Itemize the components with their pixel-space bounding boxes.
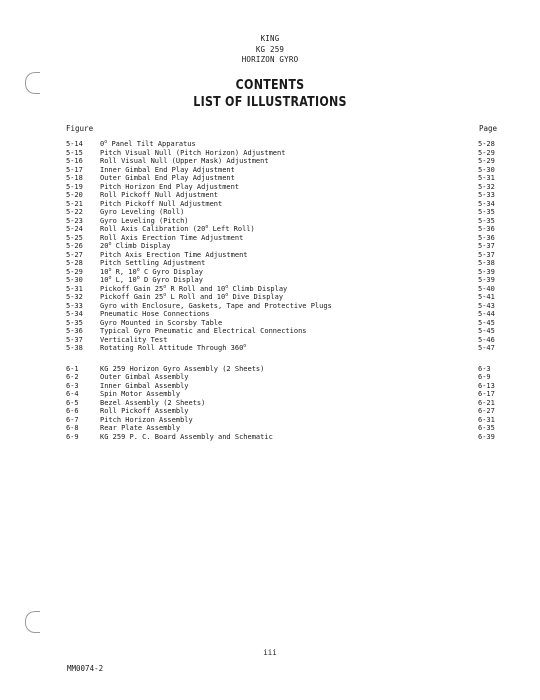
header-line-3: HORIZON GYRO	[241, 55, 299, 64]
figure-number: 5-25	[66, 233, 83, 242]
figure-title: Gyro Mounted in Scorsby Table	[100, 318, 223, 327]
page-number: 6-39	[478, 432, 495, 441]
figure-title: Pitch Pickoff Null Adjustment	[100, 199, 223, 208]
illustration-entry	[0, 259, 540, 268]
figure-title: Pitch Settling Adjustment	[100, 259, 206, 267]
figure-title: Gyro Leveling (Pitch)	[100, 216, 189, 225]
page-number: 5-38	[478, 259, 495, 267]
page-folio: iii	[263, 648, 277, 657]
page-number: 5-41	[478, 293, 495, 301]
figure-title: Roll Pickoff Null Adjustment	[100, 191, 219, 199]
illustration-entry	[0, 399, 540, 408]
column-header-page: Page	[479, 124, 498, 133]
page-number: 5-28	[478, 140, 495, 148]
column-header-figure: Figure	[66, 124, 94, 133]
page-number: 5-47	[478, 344, 495, 352]
figure-number: 5-15	[66, 148, 83, 157]
illustration-entry	[0, 424, 540, 433]
illustration-entry	[0, 416, 540, 425]
illustration-entry	[0, 166, 540, 175]
figure-number: 5-29	[66, 267, 83, 276]
header-line-1: KING	[260, 34, 280, 43]
page-number: 6-21	[478, 398, 495, 407]
page-title: CONTENTS	[235, 77, 305, 93]
page-subtitle: LIST OF ILLUSTRATIONS	[193, 94, 347, 110]
figure-number: 5-26	[66, 242, 83, 250]
figure-title: Inner Gimbal End Play Adjustment	[100, 165, 235, 174]
page-number: 5-31	[478, 174, 495, 182]
illustration-entry	[0, 373, 540, 382]
figure-number: 5-20	[66, 191, 83, 199]
page-number: 5-34	[478, 199, 495, 208]
figure-title: 20$^o$ Climb Display	[100, 241, 171, 250]
page-number: 5-37	[478, 250, 495, 259]
illustration-entry	[0, 157, 540, 166]
page-number: 6-3	[478, 364, 491, 373]
figure-title: Pickoff Gain 25$^o$ L Roll and 10$^o$ Dive Display	[100, 292, 284, 301]
figure-number: 6-9	[66, 432, 79, 441]
illustration-entry	[0, 191, 540, 200]
page-number: 5-32	[478, 182, 495, 191]
page-number: 6-27	[478, 407, 495, 415]
figure-number: 5-32	[66, 293, 83, 301]
illustration-entry	[0, 302, 540, 311]
page-number: 6-35	[478, 424, 495, 432]
illustration-entry	[0, 293, 540, 302]
figure-number: 5-35	[66, 318, 83, 327]
figure-number: 5-17	[66, 165, 83, 174]
page-number: 5-33	[478, 191, 495, 199]
illustration-entry	[0, 327, 540, 336]
figure-title: 10$^o$ L, 10$^o$ D Gyro Display	[100, 275, 203, 284]
figure-title: KG 259 Horizon Gyro Assembly (2 Sheets)	[100, 364, 265, 373]
page-number: 5-43	[478, 301, 495, 310]
page-number: 5-39	[478, 276, 495, 284]
page-number: 5-45	[478, 318, 495, 327]
illustration-entry	[0, 285, 540, 294]
page-number: 5-36	[478, 233, 495, 242]
page-number: 5-30	[478, 165, 495, 174]
illustration-entry	[0, 382, 540, 391]
figure-title: Roll Axis Erection Time Adjustment	[100, 233, 244, 242]
figure-number: 6-2	[66, 373, 79, 381]
figure-number: 5-16	[66, 157, 83, 165]
illustration-entry	[0, 390, 540, 399]
page-number: 5-45	[478, 327, 495, 335]
figure-title: Outer Gimbal Assembly	[100, 373, 189, 381]
figure-title: Roll Axis Calibration (20$^o$ Left Roll)	[100, 224, 255, 233]
running-header	[0, 34, 540, 66]
illustration-entry	[0, 276, 540, 285]
binder-hole	[25, 72, 40, 94]
figure-title: 10$^o$ R, 10$^o$ C Gyro Display	[100, 266, 203, 276]
figure-title: Typical Gyro Pneumatic and Electrical Connections	[100, 327, 307, 335]
figure-title: Rotating Roll Attitude Through 360$^o$	[100, 343, 247, 352]
figure-number: 5-37	[66, 335, 83, 344]
page-number: 5-29	[478, 157, 495, 165]
figure-number: 5-27	[66, 250, 83, 259]
figure-number: 5-38	[66, 344, 83, 352]
figure-number: 6-6	[66, 407, 79, 415]
figure-number: 5-28	[66, 259, 83, 267]
illustration-entry	[0, 319, 540, 328]
figure-number: 5-36	[66, 327, 83, 335]
figure-title: Pitch Horizon Assembly	[100, 415, 193, 424]
page-number: 5-35	[478, 208, 495, 216]
figure-number: 6-3	[66, 381, 79, 390]
figure-title: Pitch Axis Erection Time Adjustment	[100, 250, 248, 259]
illustration-entry	[0, 225, 540, 234]
illustration-entry	[0, 344, 540, 353]
illustration-entry	[0, 140, 540, 149]
figure-number: 5-19	[66, 182, 83, 191]
figure-title: Pneumatic Hose Connections	[100, 310, 210, 318]
figure-title: Outer Gimbal End Play Adjustment	[100, 174, 235, 182]
illustration-entry	[0, 336, 540, 345]
figure-number: 5-18	[66, 174, 83, 182]
illustration-entry	[0, 208, 540, 217]
figure-number: 5-24	[66, 225, 83, 233]
illustration-entry	[0, 200, 540, 209]
illustration-entry	[0, 365, 540, 374]
page-number: 6-17	[478, 390, 495, 398]
illustration-entry	[0, 433, 540, 442]
figure-number: 6-7	[66, 415, 79, 424]
binder-hole	[25, 611, 40, 633]
page-number: 6-9	[478, 373, 491, 381]
illustration-entry	[0, 234, 540, 243]
page-number: 5-46	[478, 335, 495, 344]
illustration-entry	[0, 251, 540, 260]
page-number: 5-39	[478, 267, 495, 276]
figure-number: 6-5	[66, 398, 79, 407]
figure-number: 5-30	[66, 276, 83, 284]
page-number: 5-36	[478, 225, 495, 233]
figure-title: Rear Plate Assembly	[100, 424, 181, 432]
figure-title: Roll Visual Null (Upper Mask) Adjustment	[100, 157, 269, 165]
header-line-2: KG 259	[255, 44, 285, 54]
figure-title: Spin Motor Assembly	[100, 390, 181, 398]
figure-number: 6-4	[66, 390, 79, 398]
figure-title: Pitch Horizon End Play Adjustment	[100, 182, 240, 191]
figure-title: Roll Pickoff Assembly	[100, 407, 189, 415]
figure-number: 5-21	[66, 199, 83, 208]
figure-number: 6-8	[66, 424, 79, 432]
illustration-entry	[0, 242, 540, 251]
figure-title: Pickoff Gain 25$^o$ R Roll and 10$^o$ Climb Display	[100, 283, 288, 293]
illustrations-list	[0, 140, 540, 441]
illustration-entry	[0, 217, 540, 226]
figure-title: Pitch Visual Null (Pitch Horizon) Adjustment	[100, 148, 286, 157]
figure-title: KG 259 P. C. Board Assembly and Schematic	[100, 432, 273, 441]
figure-number: 5-31	[66, 284, 83, 293]
figure-number: 5-14	[66, 140, 83, 148]
figure-number: 5-22	[66, 208, 83, 216]
illustration-entry	[0, 268, 540, 277]
page-number: 5-37	[478, 242, 495, 250]
figure-number: 5-23	[66, 216, 83, 225]
figure-title: Gyro Leveling (Roll)	[100, 208, 185, 216]
illustration-entry	[0, 183, 540, 192]
page-number: 5-29	[478, 148, 495, 157]
page-number: 6-31	[478, 415, 495, 424]
figure-title: Bezel Assembly (2 Sheets)	[100, 398, 206, 407]
illustration-entry	[0, 149, 540, 158]
illustration-entry	[0, 174, 540, 183]
illustration-entry	[0, 407, 540, 416]
figure-title: Verticality Test	[100, 335, 168, 344]
page-number: 5-35	[478, 216, 495, 225]
page-number: 5-40	[478, 284, 495, 293]
figure-number: 5-34	[66, 310, 83, 318]
page-number: 6-13	[478, 381, 495, 390]
figure-title: Inner Gimbal Assembly	[100, 381, 189, 390]
figure-title: 0$^o$ Panel Tilt Apparatus	[100, 139, 196, 148]
figure-number: 5-33	[66, 301, 83, 310]
illustration-entry	[0, 310, 540, 319]
figure-title: Gyro with Enclosure, Gaskets, Tape and Protective Plugs	[100, 301, 332, 310]
document-code: MM0074-2	[67, 664, 104, 673]
page-number: 5-44	[478, 310, 495, 318]
figure-number: 6-1	[66, 364, 79, 373]
